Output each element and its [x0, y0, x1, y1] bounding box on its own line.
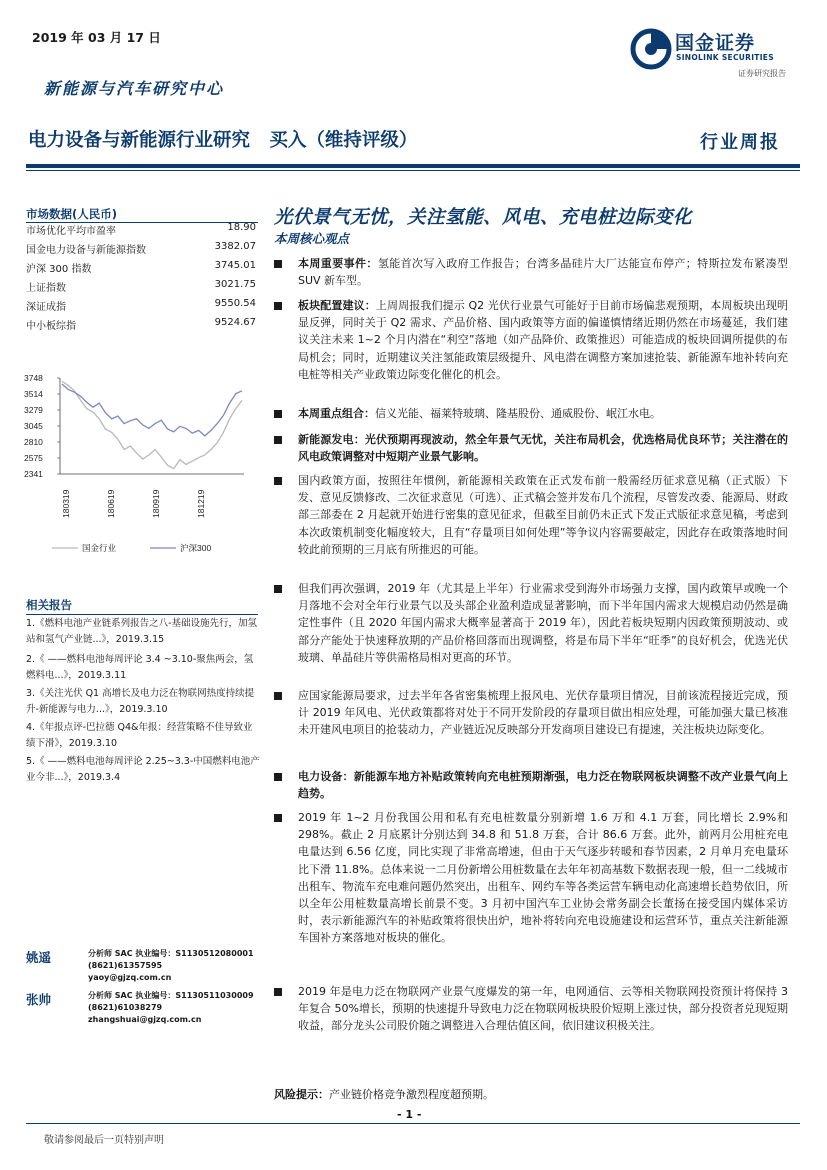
paragraph-lead: 新能源发电：	[298, 433, 365, 446]
footer-note: 敬请参阅最后一页特别声明	[44, 1135, 164, 1146]
related-reports-heading: 相关报告	[26, 598, 72, 612]
market-data-heading: 市场数据(人民币)	[26, 207, 118, 221]
market-label: 沪深 300 指数	[26, 264, 92, 275]
related-report-link[interactable]: 2.《 ——燃料电池每周评论 3.4 ~3.10-聚焦两会，氢燃料电...》，2019.3.11	[26, 654, 254, 681]
index-chart	[22, 370, 262, 560]
risk-text: 产业链价格竞争激烈程度超预期。	[329, 1088, 494, 1101]
paragraph-lead: 本周重点组合：	[298, 407, 375, 420]
related-report-link[interactable]: 3.《关注光伏 Q1 高增长及电力泛在物联网热度持续提升-新能源与电力...》，2019.3.10	[26, 688, 255, 715]
y-tick-label: 3045	[24, 421, 43, 431]
paragraph-text: 但我们再次强调，2019 年（尤其是上半年）行业需求受到海外市场强力支撑，国内政策早或晚一个月落地不会对全年行业景气以及头部企业盈利造成显著影响，而下半年国内需求大规模启动仍然是确定性事件（且 2020 年国内需求大概率显著高于 2019 年），因此若板块短期内因政策预期波动、或部分产能处于快速释放期的产品价格回落而出现调整，将是布局下半年“旺季”的良好机会，优选光伏玻璃、单晶硅片等供需格局相对更高的环节。	[298, 582, 788, 664]
bullet-icon	[274, 410, 282, 418]
header-rule	[26, 164, 800, 168]
paragraph-lead: 电力设备：	[298, 770, 354, 783]
y-tick-label: 3514	[24, 389, 43, 399]
market-label: 上证指数	[26, 283, 66, 294]
footer-rule	[26, 1123, 800, 1124]
related-report-link[interactable]: 5.《 ——燃料电池每周评论 2.25~3.3-中国燃料电池产业今非...》，2019.3.4	[26, 756, 260, 783]
bullet-icon	[274, 692, 282, 700]
y-tick-label: 3748	[24, 373, 43, 383]
content-paragraph	[298, 983, 788, 1035]
market-row	[26, 298, 256, 316]
market-row	[26, 279, 256, 297]
analyst-line1: 分析师 SAC 执业编号：S1130512080001	[88, 949, 254, 958]
content-paragraph	[298, 255, 788, 289]
paragraph-text: 国内政策方面，按照往年惯例，新能源相关政策在正式发布前一般需经历征求意见稿（正式版）下发、意见反馈修改、二次征求意见（可选）、正式稿会签并发布几个流程，尽管发改委、能源局、财政部三部委在 2 月起就开始进行密集的意见征求，但截至目前仍未正式下发正式版征求意见稿，考虑到本次政策机制变化幅度较大，且有“存量项目如何处理”等争议内容需要敲定，因此存在政策落地时间较此前预期的三月底有所推迟的可能。	[298, 474, 788, 556]
y-tick-label: 2810	[24, 437, 43, 447]
analyst-line2: (8621)61038279	[88, 1003, 163, 1012]
bullet-icon	[274, 585, 282, 593]
y-tick-label: 2575	[24, 453, 43, 463]
market-value: 9524.67	[214, 317, 256, 328]
market-row	[26, 241, 256, 259]
analyst-name: 张帅	[26, 992, 52, 1007]
market-value: 3745.01	[214, 260, 256, 271]
market-row	[26, 260, 256, 278]
analyst-contact	[88, 990, 254, 1026]
report-date: 2019 年 03 月 17 日	[32, 30, 161, 45]
analyst-line1: 分析师 SAC 执业编号：S1130511030009	[88, 991, 254, 1000]
chart-svg	[22, 370, 262, 560]
market-row	[26, 222, 256, 240]
related-report-link[interactable]: 1.《燃料电池产业链系列报告之八-基础设施先行，加氢站和氢气产业链...》，2019.3.15	[26, 618, 257, 645]
bullet-icon	[274, 302, 282, 310]
market-label: 中小板综指	[26, 321, 76, 332]
risk-label: 风险提示：	[274, 1088, 329, 1101]
market-value: 3021.75	[214, 279, 256, 290]
bullet-icon	[274, 477, 282, 485]
logo-en: SINOLINK SECURITIES	[676, 53, 774, 62]
series-line-guojin	[62, 381, 242, 468]
bullet-icon	[274, 773, 282, 781]
logo-mark-icon	[630, 28, 672, 70]
y-tick-label: 2341	[24, 469, 43, 479]
analyst-contact	[88, 948, 254, 984]
page-number: - 1 -	[397, 1108, 422, 1121]
market-value: 18.90	[227, 222, 256, 233]
x-tick-label: 180319	[61, 489, 71, 518]
report-type: 行业周报	[700, 132, 780, 153]
industry-title: 电力设备与新能源行业研究 买入（维持评级）	[28, 130, 418, 151]
market-value: 3382.07	[214, 241, 256, 252]
paragraph-text: 2019 年是电力泛在物联网产业景气度爆发的第一年，电网通信、云等相关物联网投资预计将保持 3 年复合 50%增长，预期的快速提升导致电力泛在物联网板块股价短期上涨过快，部分投资者兑现短期收益，部分龙头公司股价随之调整进入合理估值区间，依旧建议积极关注。	[298, 985, 788, 1033]
legend-label: 沪深300	[180, 543, 212, 553]
related-report-link[interactable]: 4.《年报点评-巴拉德 Q4&年报：经营策略不佳导致业绩下滑》，2019.3.10	[26, 722, 253, 749]
market-label: 深证成指	[26, 302, 66, 313]
paragraph-text: 上周周报我们提示 Q2 光伏行业景气可能好于目前市场偏悲观预期，本周板块出现明显反弹，同时关于 Q2 需求、产品价格、国内政策等方面的偏谨慎情绪近期仍然在市场蔓延，我们建议关注未来 1~2 个月内潜在“利空”落地（如产品降价、政策推迟）可能造成的板块回调所提供的布局机会；同时，近期建议关注氢能政策层级提升、风电潜在调整方案加速抢装、新能源车地补转向充电桩等相关产业政策边际变化催化的机会。	[298, 299, 788, 381]
analyst-line2: (8621)61357595	[88, 961, 163, 970]
bullet-icon	[274, 814, 282, 822]
logo-subtitle: 证券研究报告	[738, 69, 786, 78]
paragraph-text: 氢能首次写入政府工作报告；台湾多晶硅片大厂达能宣布停产；特斯拉发布紧凑型 SUV 新车型。	[298, 257, 789, 288]
paragraph-text: 应国家能源局要求，过去半年各省密集梳理上报风电、光伏存量项目情况，目前该流程接近完成，预计 2019 年风电、光伏政策都将对处于不同开发阶段的存量项目做出相应处理，可能加强大量已核准未开建风电项目的抢装动力，产业链近况反映部分开发商项目建设已有提速，关注板块边际变化。	[298, 689, 788, 737]
y-tick-label: 3279	[24, 405, 43, 415]
x-tick-label: 181219	[196, 489, 206, 518]
core-views-label: 本周核心观点	[274, 231, 350, 246]
content-paragraph	[298, 472, 788, 558]
market-row	[26, 317, 256, 335]
content-paragraph	[298, 687, 788, 739]
paragraph-text: 2019 年 1~2 月份我国公用和私有充电桩数量分别新增 1.6 万和 4.1 万套，同比增长 2.9%和 298%。截止 2 月底累计分别达到 34.8 和 51.8 万套，合计 86.6 万套。此外，前两月公用桩充电电量达到 6.56 亿度，同比实现了非常高增速，但由于天气逐步转暖和春节因素，2 月单月充电量环比下滑 11.8%。总体来说一二月份新增公用桩数量在去年年初高基数下数据表现一般，但一二线城市出租车、物流车充电难问题仍然突出，出租车、网约车等各类运营车辆电动化高速增长趋势依旧，所以全年公用桩数量高增长前景不变。3 月初中国汽车工业协会常务副会长董扬在接受国内媒体采访时，表示新能源汽车的补贴政策将很快出炉，地补将转向充电设施建设和运营环节，重点关注新能源车国补方案落地对板块的催化。	[298, 811, 788, 945]
market-label: 国金电力设备与新能源指数	[26, 245, 146, 256]
content-paragraph	[298, 297, 788, 383]
content-paragraph	[298, 768, 788, 802]
sidebar-rule	[26, 614, 258, 615]
header-rule-thin	[26, 170, 800, 171]
content-paragraph	[298, 405, 788, 422]
content-paragraph	[298, 580, 788, 666]
research-center: 新能源与汽车研究中心	[44, 79, 225, 98]
x-tick-label: 180619	[106, 489, 116, 518]
analyst-email[interactable]: yaoy@gjzq.com.cn	[88, 973, 172, 982]
bullet-icon	[274, 260, 282, 268]
paragraph-lead: 板块配置建议：	[298, 299, 376, 312]
x-tick-label: 180919	[151, 489, 161, 518]
content-paragraph	[298, 809, 788, 947]
paragraph-text: 信义光能、福莱特玻璃、隆基股份、通威股份、岷江水电。	[375, 407, 661, 420]
bullet-icon	[274, 988, 282, 996]
logo-cn: 国金证券	[675, 32, 756, 54]
risk-line	[274, 1086, 494, 1102]
paragraph-text: 新能源车地方补贴政策转向充电桩预期渐强，电力泛在物联网板块调整不改产业景气向上趋势。	[298, 770, 789, 801]
paragraph-text: 光伏预期再现波动，然全年景气无忧，关注布局机会，优选格局优良环节；关注潜在的风电政策调整对中短期产业景气影响。	[298, 433, 789, 464]
analyst-email[interactable]: zhangshuai@gjzq.com.cn	[88, 1015, 202, 1024]
market-label: 市场优化平均市盈率	[26, 226, 116, 237]
content-paragraph	[298, 431, 788, 465]
market-value: 9550.54	[214, 298, 256, 309]
bullet-icon	[274, 436, 282, 444]
legend-label: 国金行业	[82, 543, 117, 553]
paragraph-lead: 本周重要事件：	[298, 257, 378, 270]
main-title: 光伏景气无忧，关注氢能、风电、充电桩边际变化	[274, 207, 693, 228]
analyst-name: 姚遥	[26, 950, 52, 965]
